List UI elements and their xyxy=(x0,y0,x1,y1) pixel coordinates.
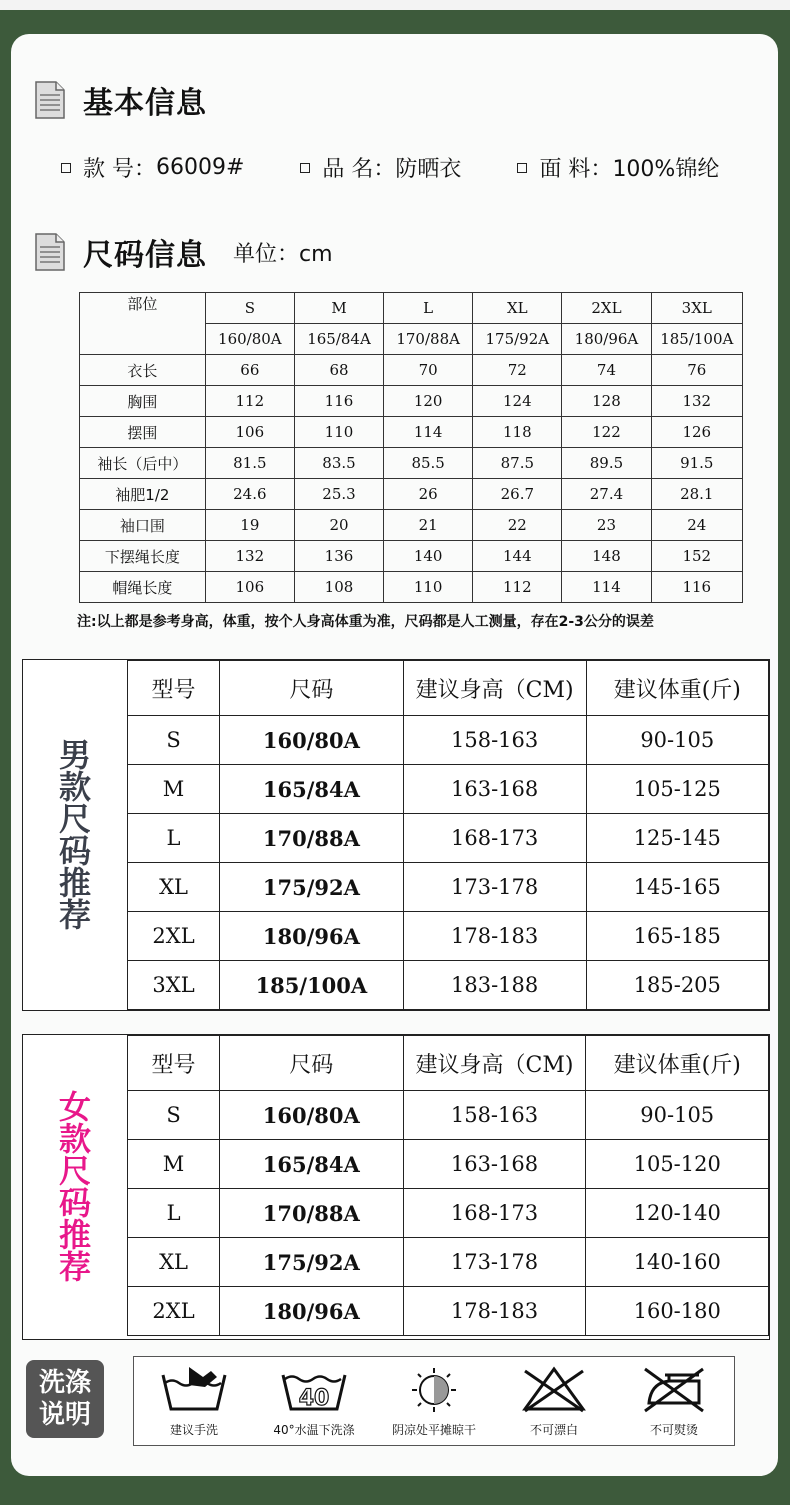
info-label: 款 号： xyxy=(83,157,156,182)
men-cell: 183-188 xyxy=(403,961,586,1010)
size-row-value: 25.3 xyxy=(294,479,383,510)
women-cell: 173-178 xyxy=(403,1238,586,1287)
women-cell: 165/84A xyxy=(220,1140,403,1189)
size-row-value: 70 xyxy=(384,355,473,386)
men-cell: 170/88A xyxy=(220,814,404,863)
wash-caption: 不可熨烫 xyxy=(649,1423,698,1437)
men-cell: 173-178 xyxy=(403,863,586,912)
men-row xyxy=(128,814,769,863)
size-row-value: 89.5 xyxy=(562,448,651,479)
size-unit: 单位：cm xyxy=(233,241,333,267)
size-note: 注:以上都是参考身高，体重，按个人身高体重为准，尺码都是人工测量，存在2-3公分的误差 xyxy=(77,614,654,630)
wash-item-no-bleach xyxy=(499,1357,609,1438)
size-row-value: 114 xyxy=(562,572,651,603)
women-recommendation-label xyxy=(23,1035,127,1339)
size-row xyxy=(80,572,743,603)
size-row-value: 122 xyxy=(562,417,651,448)
men-row xyxy=(128,765,769,814)
bullet-square xyxy=(61,163,71,173)
size-header-cell: XL xyxy=(473,293,562,324)
women-header-cell: 尺码 xyxy=(220,1036,403,1091)
info-item-fabric xyxy=(517,152,719,183)
size-row-part: 衣长 xyxy=(80,355,206,386)
svg-text:40: 40 xyxy=(298,1386,330,1411)
men-label-char: 款 xyxy=(58,768,91,806)
size-row-value: 26 xyxy=(384,479,473,510)
size-row-value: 66 xyxy=(205,355,294,386)
size-row-value: 28.1 xyxy=(651,479,742,510)
size-row-value: 87.5 xyxy=(473,448,562,479)
women-cell: 168-173 xyxy=(403,1189,586,1238)
women-cell: L xyxy=(128,1189,220,1238)
size-row xyxy=(80,448,743,479)
size-info-title: 尺码信息 xyxy=(83,238,207,273)
men-header-cell: 建议体重(斤) xyxy=(586,661,768,716)
size-row-value: 24.6 xyxy=(205,479,294,510)
basic-info-row xyxy=(61,152,719,183)
women-cell: 90-105 xyxy=(586,1091,769,1140)
women-cell: 120-140 xyxy=(586,1189,769,1238)
size-spec-cell: 165/84A xyxy=(294,324,383,355)
basic-info-title: 基本信息 xyxy=(83,86,207,121)
size-row-value: 116 xyxy=(651,572,742,603)
men-row xyxy=(128,912,769,961)
size-row-value: 21 xyxy=(384,510,473,541)
top-strip xyxy=(0,0,790,10)
size-row-part: 下摆绳长度 xyxy=(80,541,206,572)
info-item-product-name xyxy=(300,152,461,183)
wash-caption: 不可漂白 xyxy=(529,1423,578,1437)
women-cell: 170/88A xyxy=(220,1189,403,1238)
wash-label-line: 洗涤 xyxy=(38,1368,91,1398)
size-row-value: 22 xyxy=(473,510,562,541)
size-row xyxy=(80,479,743,510)
wash-caption: 建议手洗 xyxy=(169,1423,218,1437)
men-cell: XL xyxy=(128,863,220,912)
women-cell: XL xyxy=(128,1238,220,1287)
info-value: 防晒衣 xyxy=(395,157,462,182)
size-row-value: 108 xyxy=(294,572,383,603)
hand-wash-icon xyxy=(159,1363,229,1417)
wash-item-no-iron xyxy=(619,1357,729,1438)
size-row-value: 23 xyxy=(562,510,651,541)
women-label-char: 推 xyxy=(58,1216,91,1254)
size-row-value: 144 xyxy=(473,541,562,572)
wash-item-shade-dry xyxy=(379,1357,489,1438)
men-cell: 185-205 xyxy=(586,961,768,1010)
women-label-char: 尺 xyxy=(58,1152,91,1190)
size-row-value: 126 xyxy=(651,417,742,448)
women-label-char: 女 xyxy=(58,1088,91,1126)
size-row xyxy=(80,417,743,448)
bullet-square xyxy=(300,163,310,173)
men-row xyxy=(128,961,769,1010)
men-cell: S xyxy=(128,716,220,765)
men-cell: 90-105 xyxy=(586,716,768,765)
bullet-square xyxy=(517,163,527,173)
men-row xyxy=(128,863,769,912)
size-row-value: 19 xyxy=(205,510,294,541)
size-row xyxy=(80,355,743,386)
women-row xyxy=(128,1140,769,1189)
size-header-part: 部位 xyxy=(80,293,206,355)
women-label-char: 款 xyxy=(58,1120,91,1158)
women-cell: 175/92A xyxy=(220,1238,403,1287)
size-row-value: 132 xyxy=(651,386,742,417)
size-row-value: 72 xyxy=(473,355,562,386)
men-size-recommendation xyxy=(22,659,770,1011)
size-row-value: 20 xyxy=(294,510,383,541)
size-row-value: 106 xyxy=(205,572,294,603)
men-header-cell: 建议身高（CM) xyxy=(403,661,586,716)
men-cell: 165/84A xyxy=(220,765,404,814)
men-row xyxy=(128,716,769,765)
size-row-value: 116 xyxy=(294,386,383,417)
women-cell: 158-163 xyxy=(403,1091,586,1140)
info-label: 品 名： xyxy=(322,157,396,182)
women-cell: 178-183 xyxy=(403,1287,586,1336)
size-header-cell: S xyxy=(205,293,294,324)
men-cell: 178-183 xyxy=(403,912,586,961)
size-spec-cell: 175/92A xyxy=(473,324,562,355)
no-bleach-icon xyxy=(519,1363,589,1417)
size-row-part: 袖口围 xyxy=(80,510,206,541)
size-row-value: 136 xyxy=(294,541,383,572)
size-row-value: 152 xyxy=(651,541,742,572)
women-row xyxy=(128,1091,769,1140)
size-row-value: 128 xyxy=(562,386,651,417)
women-cell: 105-120 xyxy=(586,1140,769,1189)
women-label-char: 荐 xyxy=(58,1248,91,1286)
basic-info-heading xyxy=(35,78,207,122)
size-row xyxy=(80,510,743,541)
wash-caption: 40°水温下洗涤 xyxy=(273,1423,355,1437)
size-header-cell: 2XL xyxy=(562,293,651,324)
size-row-value: 114 xyxy=(384,417,473,448)
info-label: 面 料： xyxy=(539,157,613,182)
size-row-value: 24 xyxy=(651,510,742,541)
men-cell: 163-168 xyxy=(403,765,586,814)
size-row-value: 110 xyxy=(384,572,473,603)
women-size-recommendation xyxy=(22,1034,770,1340)
women-cell: 160-180 xyxy=(586,1287,769,1336)
wash-instructions-label xyxy=(26,1360,104,1438)
size-row-part: 摆围 xyxy=(80,417,206,448)
size-row xyxy=(80,386,743,417)
info-value: 100%锦纶 xyxy=(612,157,720,182)
size-row-value: 112 xyxy=(473,572,562,603)
men-cell: L xyxy=(128,814,220,863)
size-row xyxy=(80,541,743,572)
size-row-part: 胸围 xyxy=(80,386,206,417)
info-value: 66009# xyxy=(156,155,245,180)
women-header-cell: 建议身高（CM) xyxy=(403,1036,586,1091)
size-row-value: 74 xyxy=(562,355,651,386)
men-recommendation-label xyxy=(23,660,127,1010)
women-size-table xyxy=(127,1035,769,1336)
men-header-row xyxy=(128,661,769,716)
size-header-cell: L xyxy=(384,293,473,324)
men-cell: 165-185 xyxy=(586,912,768,961)
size-row-value: 26.7 xyxy=(473,479,562,510)
size-row-value: 124 xyxy=(473,386,562,417)
size-row-value: 83.5 xyxy=(294,448,383,479)
men-size-table xyxy=(127,660,769,1010)
document-icon xyxy=(35,233,65,271)
men-header-cell: 尺码 xyxy=(220,661,404,716)
women-header-cell: 型号 xyxy=(128,1036,220,1091)
wash-item-40-degree xyxy=(259,1357,369,1438)
women-cell: 2XL xyxy=(128,1287,220,1336)
size-row-value: 148 xyxy=(562,541,651,572)
men-header-cell: 型号 xyxy=(128,661,220,716)
shade-dry-icon xyxy=(399,1363,469,1417)
men-cell: 145-165 xyxy=(586,863,768,912)
men-label-char: 推 xyxy=(58,864,91,902)
size-row-part: 袖长（后中） xyxy=(80,448,206,479)
men-cell: 168-173 xyxy=(403,814,586,863)
women-cell: S xyxy=(128,1091,220,1140)
men-cell: 160/80A xyxy=(220,716,404,765)
size-header-cell: M xyxy=(294,293,383,324)
size-row-value: 118 xyxy=(473,417,562,448)
women-cell: 160/80A xyxy=(220,1091,403,1140)
women-header-row xyxy=(128,1036,769,1091)
men-label-char: 码 xyxy=(58,832,91,870)
women-row xyxy=(128,1287,769,1336)
women-cell: M xyxy=(128,1140,220,1189)
size-info-heading xyxy=(35,230,333,274)
info-item-style-no xyxy=(61,152,244,183)
size-spec-cell: 185/100A xyxy=(651,324,742,355)
men-cell: 175/92A xyxy=(220,863,404,912)
men-cell: 105-125 xyxy=(586,765,768,814)
size-row-value: 76 xyxy=(651,355,742,386)
size-table xyxy=(79,292,743,603)
size-row-value: 106 xyxy=(205,417,294,448)
men-cell: 3XL xyxy=(128,961,220,1010)
size-header-cell: 3XL xyxy=(651,293,742,324)
size-row-value: 120 xyxy=(384,386,473,417)
women-row xyxy=(128,1189,769,1238)
men-cell: 125-145 xyxy=(586,814,768,863)
size-row-part: 袖肥1/2 xyxy=(80,479,206,510)
size-spec-cell: 180/96A xyxy=(562,324,651,355)
men-cell: M xyxy=(128,765,220,814)
size-row-part: 帽绳长度 xyxy=(80,572,206,603)
size-header-row xyxy=(80,293,743,324)
women-label-char: 码 xyxy=(58,1184,91,1222)
women-cell: 180/96A xyxy=(220,1287,403,1336)
product-info-card xyxy=(11,34,778,1476)
size-row-value: 140 xyxy=(384,541,473,572)
men-label-char: 尺 xyxy=(58,800,91,838)
size-row-value: 85.5 xyxy=(384,448,473,479)
wash-label-line: 说明 xyxy=(38,1400,91,1430)
document-icon xyxy=(35,81,65,119)
women-cell: 163-168 xyxy=(403,1140,586,1189)
men-cell: 158-163 xyxy=(403,716,586,765)
women-row xyxy=(128,1238,769,1287)
wash-caption: 阴凉处平摊晾干 xyxy=(391,1423,476,1437)
wash-40-icon xyxy=(279,1363,349,1417)
size-row-value: 112 xyxy=(205,386,294,417)
size-spec-cell: 160/80A xyxy=(205,324,294,355)
women-header-cell: 建议体重(斤) xyxy=(586,1036,769,1091)
size-row-value: 132 xyxy=(205,541,294,572)
size-spec-cell: 170/88A xyxy=(384,324,473,355)
size-row-value: 68 xyxy=(294,355,383,386)
size-row-value: 27.4 xyxy=(562,479,651,510)
men-cell: 2XL xyxy=(128,912,220,961)
women-cell: 140-160 xyxy=(586,1238,769,1287)
no-iron-icon xyxy=(639,1363,709,1417)
wash-instructions xyxy=(133,1356,735,1446)
size-row-value: 110 xyxy=(294,417,383,448)
wash-item-hand-wash xyxy=(139,1357,249,1438)
men-label-char: 荐 xyxy=(58,896,91,934)
size-row-value: 91.5 xyxy=(651,448,742,479)
men-label-char: 男 xyxy=(58,736,91,774)
size-row-value: 81.5 xyxy=(205,448,294,479)
men-cell: 185/100A xyxy=(220,961,404,1010)
men-cell: 180/96A xyxy=(220,912,404,961)
